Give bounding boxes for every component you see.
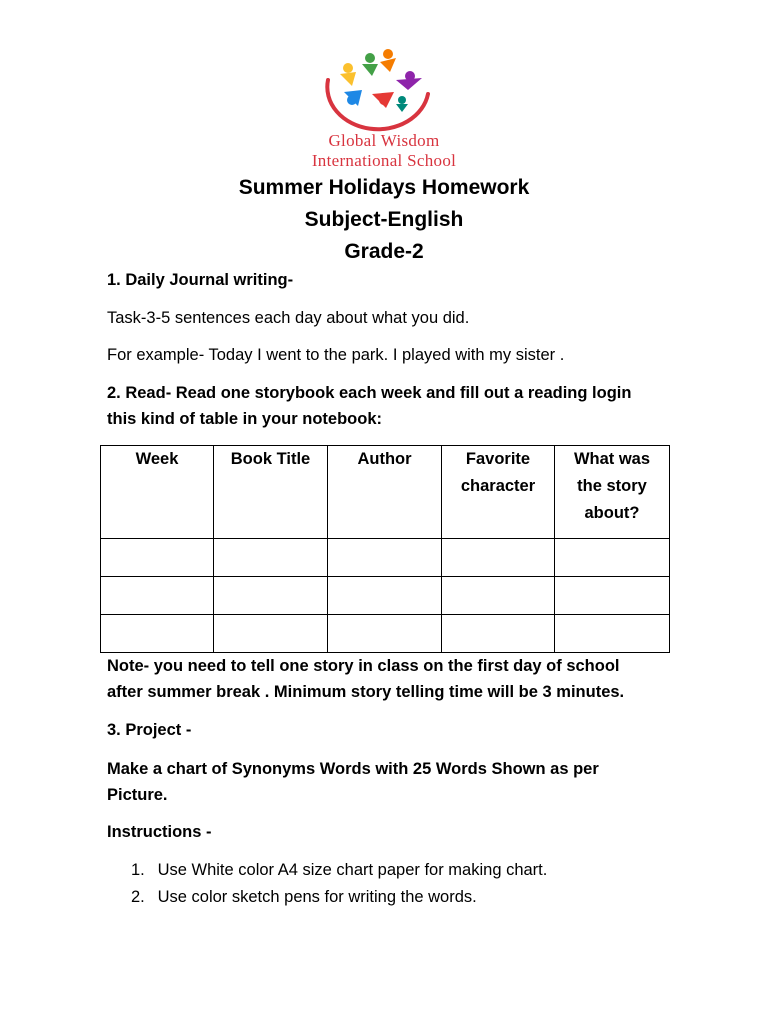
header-favorite-character: Favorite character	[442, 446, 555, 539]
table-cell	[555, 539, 670, 577]
header-book-title: Book Title	[214, 446, 328, 539]
section3-line2: Picture.	[107, 786, 168, 804]
table-cell	[442, 577, 555, 615]
table-cell	[214, 615, 328, 653]
header-week: Week	[101, 446, 214, 539]
table-cell	[214, 577, 328, 615]
logo-figure-purple	[396, 71, 422, 90]
logo-figure-green	[362, 53, 378, 76]
table-header-row	[101, 446, 670, 539]
school-logo	[310, 42, 440, 142]
homework-title: Summer Holidays Homework	[238, 176, 530, 199]
section1-example: For example- Today I went to the park. I played with my sister .	[107, 346, 565, 364]
school-name-line2: International School	[311, 151, 457, 170]
table-cell	[328, 577, 442, 615]
table-cell	[328, 615, 442, 653]
table-cell	[328, 539, 442, 577]
table-row	[101, 539, 670, 577]
header-story-about: What was the story about?	[555, 446, 670, 539]
table-cell	[214, 539, 328, 577]
list-item	[131, 859, 547, 881]
list-item-number: 1.	[131, 861, 145, 879]
school-name-line1: Global Wisdom	[328, 131, 440, 150]
subject-title: Subject-English	[304, 208, 464, 231]
grade-title: Grade-2	[344, 240, 424, 263]
table-cell	[101, 539, 214, 577]
table-cell	[555, 615, 670, 653]
list-item-text: Use White color A4 size chart paper for making chart.	[157, 861, 548, 879]
note-line1: Note- you need to tell one story in class on the first day of school	[107, 657, 620, 675]
table-cell	[442, 539, 555, 577]
table-cell	[442, 615, 555, 653]
logo-figure-yellow	[340, 63, 356, 86]
table-cell	[101, 577, 214, 615]
logo-figure-teal	[396, 96, 408, 112]
section2-line1: 2. Read- Read one storybook each week and fill out a reading login	[107, 384, 632, 402]
list-item-text: Use color sketch pens for writing the words.	[157, 888, 477, 906]
note-line2: after summer break . Minimum story telling time will be 3 minutes.	[107, 683, 625, 701]
logo-figure-blue	[344, 90, 362, 106]
instructions-heading: Instructions -	[107, 823, 212, 841]
table-row	[101, 615, 670, 653]
section2-line2: this kind of table in your notebook:	[107, 410, 382, 428]
section1-task: Task-3-5 sentences each day about what you did.	[107, 309, 470, 327]
table-cell	[555, 577, 670, 615]
reading-log-table	[100, 445, 670, 653]
section1-heading: 1. Daily Journal writing-	[107, 271, 294, 289]
section3-line1: Make a chart of Synonyms Words with 25 Words Shown as per	[107, 760, 599, 778]
logo-figure-orange	[380, 49, 396, 72]
header-author: Author	[328, 446, 442, 539]
list-item	[131, 886, 477, 908]
logo-figure-red	[372, 92, 394, 108]
table-row	[101, 577, 670, 615]
table-cell	[101, 615, 214, 653]
section3-heading: 3. Project -	[107, 721, 192, 739]
list-item-number: 2.	[131, 888, 145, 906]
